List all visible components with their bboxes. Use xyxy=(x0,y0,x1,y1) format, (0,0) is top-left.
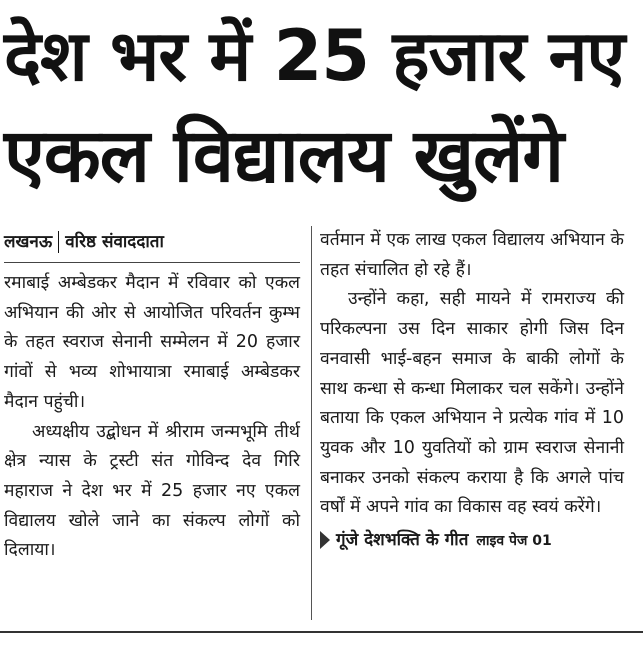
right-column xyxy=(320,226,624,556)
bottom-rule xyxy=(0,631,643,633)
page-reference xyxy=(320,525,624,556)
arrow-right-icon xyxy=(320,531,330,549)
article-paragraph-4: उन्होंने कहा, सही मायने में रामराज्य की परिकल्पना उस दिन साकार होगी जिस दिन वनवासी भाई-बहन समाज के बाकी लोगों के साथ कन्धा से कन्धा मिलाकर चल सकेंगे। उन्होंने बताया कि एकल अभियान ने प्रत्येक गांव में 10 युवक और 10 युवतियों को ग्राम स्वराज सेनानी बनाकर उनको संकल्प कराया है कि अगले पांच वर्षों में अपने गांव का विकास वह स्वयं करेंगे। xyxy=(320,289,624,518)
left-column xyxy=(4,226,300,566)
byline xyxy=(4,226,300,258)
headline-line-2: एकल विद्यालय खुलेंगे xyxy=(4,113,564,199)
headline-line-1: देश भर में 25 हजार नए xyxy=(4,15,625,97)
byline-separator xyxy=(58,231,59,253)
article-paragraph-1: रमाबाई अम्बेडकर मैदान में रविवार को एकल अभियान की ओर से आयोजित परिवर्तन कुम्भ के तहत स्वराज सेनानी सम्मेलन में 20 हजार गांवों से भव्य शोभायात्रा रमाबाई अम्बेडकर मैदान पहुंची। xyxy=(4,273,300,412)
byline-author: वरिष्ठ संवाददाता xyxy=(65,232,164,252)
byline-location: लखनऊ xyxy=(4,232,53,252)
article-paragraph-2: अध्यक्षीय उद्बोधन में श्रीराम जन्मभूमि तीर्थ क्षेत्र न्यास के ट्रस्टी संत गोविन्द देव गिरि महाराज ने देश भर में 25 हजार नए एकल विद्यालय खोले जाने का संकल्प लोगों को दिलाया। xyxy=(4,421,300,561)
column-divider xyxy=(311,226,312,620)
article-paragraph-3: वर्तमान में एक लाख एकल विद्यालय अभियान के तहत संचालित हो रहे हैं। xyxy=(320,230,624,280)
page-reference-title: गूंजे देशभक्ति के गीत xyxy=(336,530,469,551)
page-reference-page: लाइव पेज 01 xyxy=(476,533,552,550)
byline-rule xyxy=(4,262,300,263)
